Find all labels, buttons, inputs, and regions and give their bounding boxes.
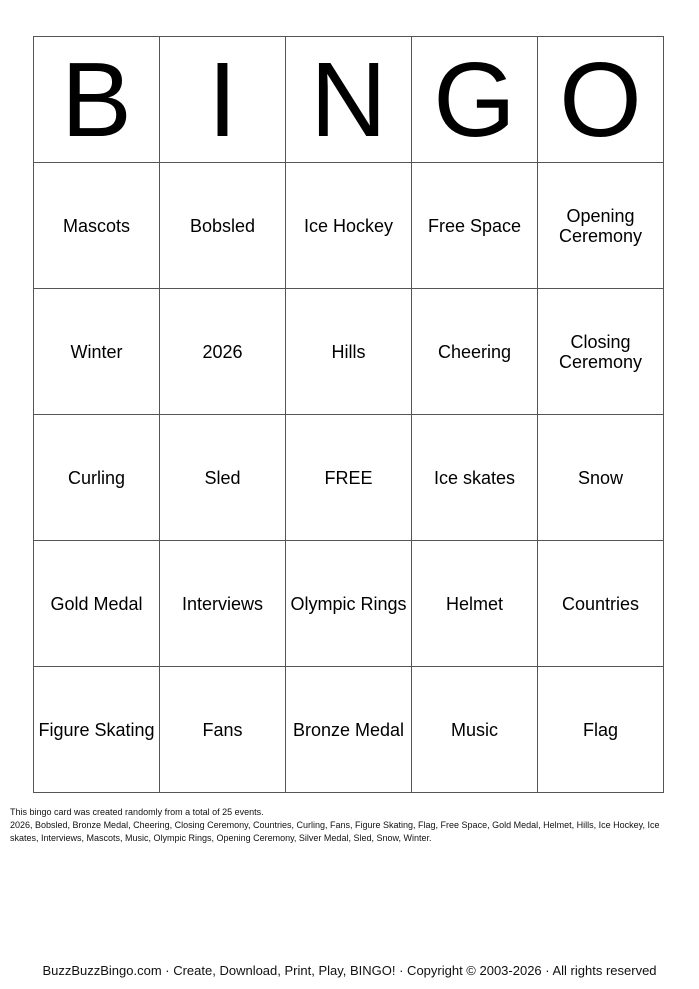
bingo-cell: Flag <box>538 667 664 793</box>
header-letter-b: B <box>34 37 160 163</box>
bingo-cell: Free Space <box>412 163 538 289</box>
page-footer: BuzzBuzzBingo.com · Create, Download, Print, Play, BINGO! · Copyright © 2003-2026 · All rights reserved <box>42 963 657 978</box>
bingo-cell: Snow <box>538 415 664 541</box>
bingo-cell: Ice Hockey <box>286 163 412 289</box>
bingo-cell: Bobsled <box>160 163 286 289</box>
bingo-free-cell: FREE <box>286 415 412 541</box>
bingo-cell: Mascots <box>34 163 160 289</box>
bingo-cell: Curling <box>34 415 160 541</box>
bingo-cell: Helmet <box>412 541 538 667</box>
bingo-cell: Olympic Rings <box>286 541 412 667</box>
bingo-row <box>34 289 664 415</box>
bingo-cell: Figure Skating <box>34 667 160 793</box>
bingo-cell: Cheering <box>412 289 538 415</box>
bingo-row <box>34 415 664 541</box>
bingo-cell: Sled <box>160 415 286 541</box>
bingo-cell: Music <box>412 667 538 793</box>
card-notes <box>10 806 690 845</box>
notes-event-list: 2026, Bobsled, Bronze Medal, Cheering, Closing Ceremony, Countries, Curling, Fans, Figure Skating, Flag, Free Space, Gold Medal, Helmet, Hills, Ice Hockey, Ice skates, Interviews, Mascots, Music, Olympic Rings, Opening Ceremony, Silver Medal, Sled, Snow, Winter. <box>10 820 660 843</box>
bingo-row <box>34 163 664 289</box>
bingo-header-row <box>34 37 664 163</box>
bingo-card <box>33 36 664 793</box>
header-letter-n: N <box>286 37 412 163</box>
bingo-cell: Hills <box>286 289 412 415</box>
bingo-cell: Opening Ceremony <box>538 163 664 289</box>
bingo-cell: Ice skates <box>412 415 538 541</box>
bingo-cell: Winter <box>34 289 160 415</box>
bingo-cell: Bronze Medal <box>286 667 412 793</box>
header-letter-i: I <box>160 37 286 163</box>
bingo-cell: Fans <box>160 667 286 793</box>
bingo-cell: Closing Ceremony <box>538 289 664 415</box>
bingo-row <box>34 541 664 667</box>
header-letter-o: O <box>538 37 664 163</box>
notes-summary: This bingo card was created randomly from a total of 25 events. <box>10 807 264 817</box>
bingo-cell: Gold Medal <box>34 541 160 667</box>
bingo-cell: Countries <box>538 541 664 667</box>
bingo-cell: 2026 <box>160 289 286 415</box>
bingo-cell: Interviews <box>160 541 286 667</box>
header-letter-g: G <box>412 37 538 163</box>
bingo-row <box>34 667 664 793</box>
